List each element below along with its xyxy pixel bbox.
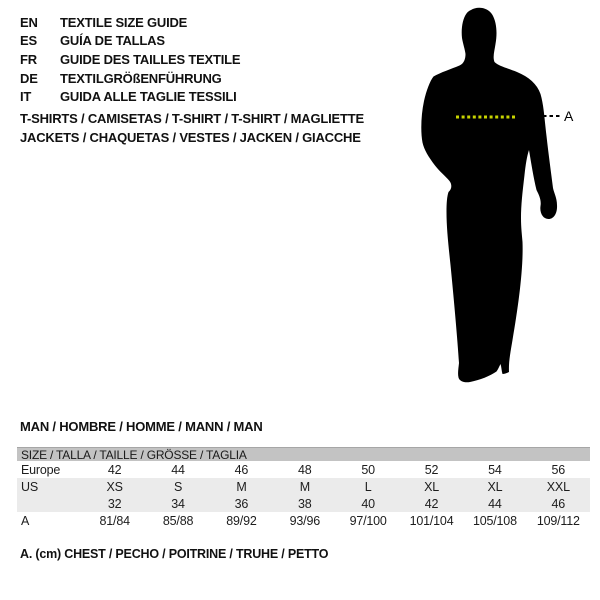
category-line-jackets: JACKETS / CHAQUETAS / VESTES / JACKEN / GIACCHE: [20, 130, 361, 145]
language-code: ES: [20, 33, 37, 49]
gender-heading: MAN / HOMBRE / HOMME / MANN / MAN: [20, 419, 263, 434]
row-label: Europe: [21, 462, 61, 477]
category-line-tshirts: T-SHIRTS / CAMISETAS / T-SHIRT / T-SHIRT / MAGLIETTE: [20, 111, 364, 126]
size-cell: 36: [234, 496, 249, 511]
size-cell: 46: [234, 462, 249, 477]
language-label: TEXTILGRÖßENFÜHRUNG: [60, 70, 222, 86]
size-cell: 105/108: [473, 513, 517, 528]
size-cell: 93/96: [289, 513, 320, 528]
size-cell: S: [173, 479, 183, 494]
size-cell: M: [236, 479, 247, 494]
table-row-europe: [17, 461, 590, 478]
size-cell: XL: [424, 479, 439, 494]
table-row-numeric: [17, 495, 590, 512]
size-cell: 89/92: [226, 513, 257, 528]
size-cell: 101/104: [409, 513, 454, 528]
language-code: FR: [20, 51, 37, 67]
language-label: GUÍA DE TALLAS: [60, 33, 165, 49]
size-cell: 85/88: [162, 513, 194, 528]
language-label: GUIDE DES TAILLES TEXTILE: [60, 51, 241, 67]
measure-label-a: A: [564, 108, 574, 124]
size-cell: 42: [424, 496, 439, 511]
size-cell: XXL: [546, 479, 570, 494]
size-cell: 52: [424, 462, 439, 477]
language-label: TEXTILE SIZE GUIDE: [60, 14, 188, 30]
size-cell: 38: [298, 496, 312, 511]
row-label: US: [21, 479, 38, 494]
size-table: [17, 447, 590, 529]
size-cell: M: [299, 479, 310, 494]
size-cell: 56: [551, 462, 566, 477]
man-silhouette: [421, 8, 557, 383]
size-cell: 44: [171, 462, 185, 477]
size-cell: 46: [551, 496, 566, 511]
measurement-footnote: A. (cm) CHEST / PECHO / POITRINE / TRUHE / PETTO: [20, 547, 329, 561]
size-cell: 40: [361, 496, 375, 511]
size-cell: XS: [106, 479, 123, 494]
row-label: A: [21, 513, 30, 528]
language-label: GUIDA ALLE TAGLIE TESSILI: [60, 89, 237, 105]
language-code: DE: [20, 70, 38, 86]
size-table-header: SIZE / TALLA / TAILLE / GRÖSSE / TAGLIA: [17, 447, 590, 461]
size-cell: 42: [107, 462, 122, 477]
size-cell: XL: [487, 479, 503, 494]
size-cell: 34: [171, 496, 185, 511]
size-cell: 50: [361, 462, 375, 477]
size-cell: 32: [107, 496, 122, 511]
table-row-chest: [17, 512, 590, 529]
size-cell: 97/100: [349, 513, 387, 528]
table-row-us: [17, 478, 590, 495]
size-cell: 54: [488, 462, 502, 477]
size-cell: 44: [488, 496, 502, 511]
size-cell: 48: [298, 462, 312, 477]
language-code: IT: [20, 89, 32, 105]
size-cell: 81/84: [99, 513, 130, 528]
size-cell: 109/112: [536, 513, 580, 528]
size-cell: L: [364, 479, 372, 494]
language-code: EN: [20, 14, 38, 30]
